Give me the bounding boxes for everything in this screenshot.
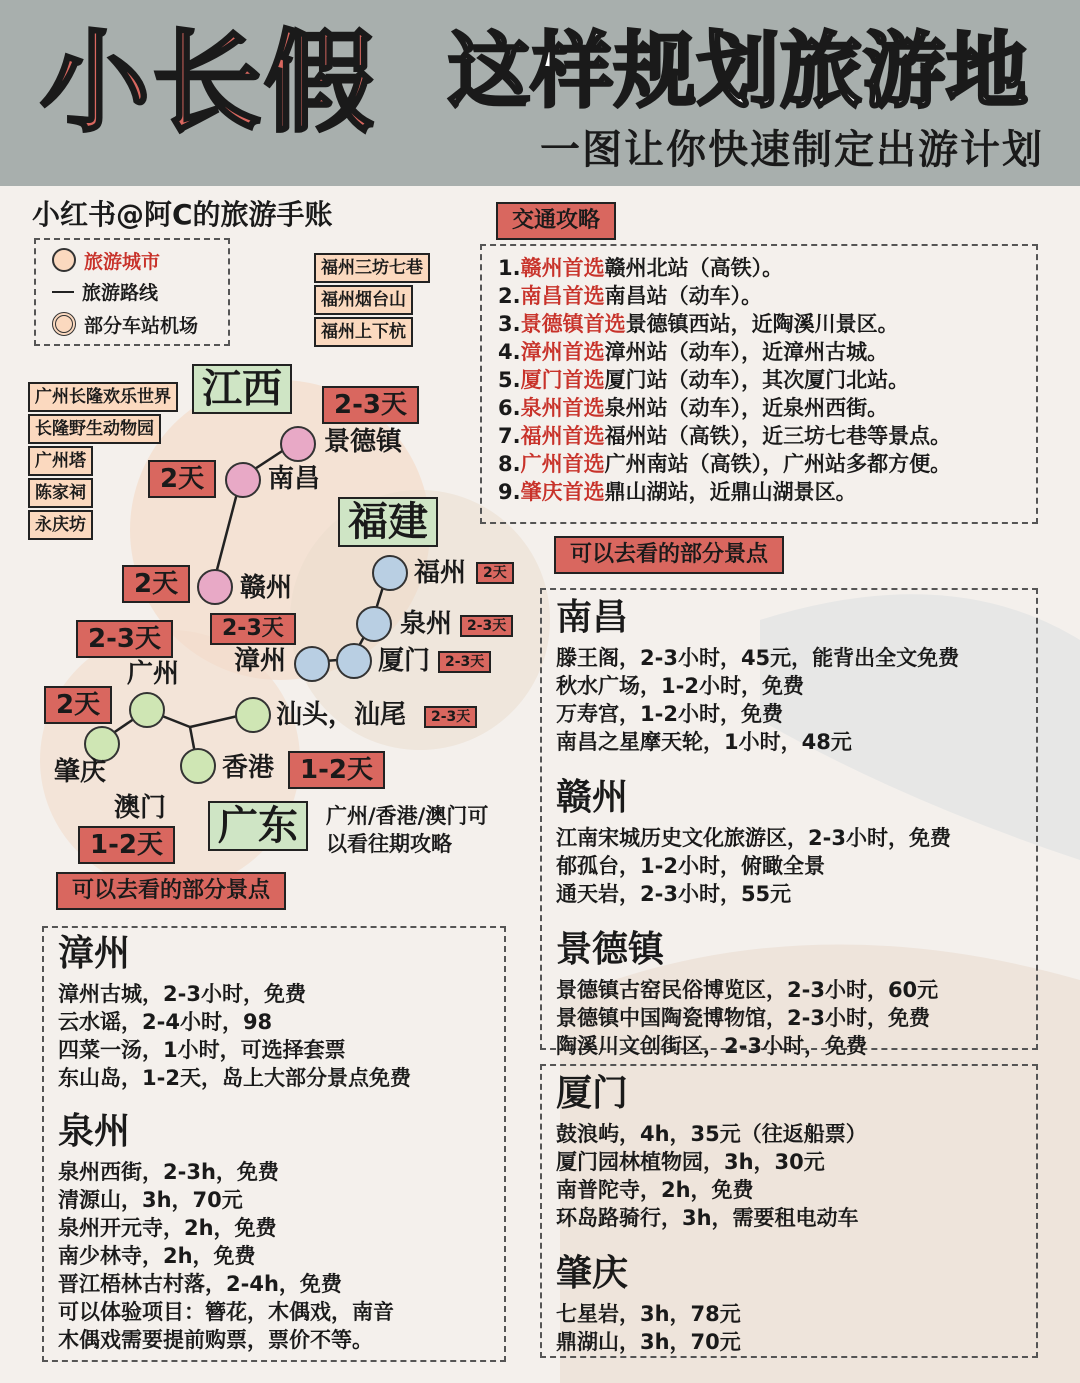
spots-city-heading: 南昌 — [556, 597, 629, 638]
city-nanchang: 南昌 — [268, 464, 321, 494]
transport-num: 1. — [498, 256, 521, 280]
spot-item: 滕王阁，2-3小时，45元，能背出全文免费 — [556, 646, 960, 670]
node-nanchang — [225, 462, 261, 498]
transport-label: 交通攻略 — [496, 202, 616, 240]
spot-item: 泉州开元寺，2h，免费 — [58, 1216, 277, 1240]
spots-city-heading: 泉州 — [58, 1111, 131, 1152]
transport-text: 鼎山湖站，近鼎山湖景区。 — [604, 480, 857, 504]
transport-highlight: 景德镇首选 — [520, 312, 626, 336]
transport-text: 福州站（高铁），近三坊七巷等景点。 — [604, 424, 952, 448]
transport-item — [498, 338, 888, 366]
spot-item: 鼎湖山，3h，70元 — [556, 1330, 741, 1354]
transport-item — [498, 310, 899, 338]
spot-item: 七星岩，3h，78元 — [556, 1302, 741, 1326]
city-shantou: 汕头，汕尾 — [276, 700, 407, 730]
node-jingdezhen — [280, 426, 316, 462]
spot-item: 南昌之星摩天轮，1小时，48元 — [556, 730, 852, 754]
transport-highlight: 肇庆首选 — [520, 480, 605, 504]
spots-city-heading: 漳州 — [58, 933, 131, 974]
spot-item: 郁孤台，1-2小时，俯瞰全景 — [556, 854, 825, 878]
spot-item: 陶溪川文创街区，2-3小时，免费 — [556, 1034, 867, 1058]
transport-num: 6. — [498, 396, 521, 420]
transport-item — [498, 450, 951, 478]
province-guangdong: 广东 — [208, 801, 308, 851]
spots-label-right: 可以去看的部分景点 — [554, 536, 784, 574]
transport-item — [498, 422, 951, 450]
duration-quanzhou: 2-3天 — [460, 615, 513, 637]
node-guangzhou — [129, 692, 165, 728]
spots-box-left — [42, 926, 506, 1362]
spot-item: 清源山，3h，70元 — [58, 1188, 243, 1212]
city-fuzhou: 福州 — [414, 558, 467, 588]
spots-label-left: 可以去看的部分景点 — [56, 872, 286, 910]
duration-hongkong: 1-2天 — [288, 751, 385, 789]
transport-item — [498, 394, 888, 422]
node-fuzhou — [372, 555, 408, 591]
guangzhou-tag: 广州长隆欢乐世界 — [28, 382, 178, 412]
guangdong-note: 广州/香港/澳门可 — [326, 804, 489, 828]
spot-item: 通天岩，2-3小时，55元 — [556, 882, 792, 906]
spot-item: 万寿宫，1-2小时，免费 — [556, 702, 783, 726]
guangzhou-tag: 永庆坊 — [28, 510, 93, 540]
city-jingdezhen: 景德镇 — [324, 427, 403, 457]
transport-text: 厦门站（动车），其次厦门北站。 — [604, 368, 910, 392]
duration-nanchang: 2天 — [148, 460, 216, 498]
node-xiamen — [336, 643, 372, 679]
node-hongkong — [180, 748, 216, 784]
transport-num: 8. — [498, 452, 521, 476]
duration-zhangzhou: 2-3天 — [210, 613, 296, 645]
guangzhou-tag: 广州塔 — [28, 446, 93, 476]
spot-item: 东山岛，1-2天，岛上大部分景点免费 — [58, 1066, 411, 1090]
spot-item: 景德镇古窑民俗博览区，2-3小时，60元 — [556, 978, 939, 1002]
duration-ganzhou: 2天 — [122, 565, 190, 603]
transport-text: 南昌站（动车）。 — [604, 284, 763, 308]
city-zhaoqing: 肇庆 — [54, 757, 107, 787]
node-zhangzhou — [294, 646, 330, 682]
spot-item: 晋江梧林古村落，2-4h，免费 — [58, 1272, 342, 1296]
spot-item: 泉州西街，2-3h，免费 — [58, 1160, 279, 1184]
spot-item: 江南宋城历史文化旅游区，2-3小时，免费 — [556, 826, 951, 850]
transport-item — [498, 254, 783, 282]
transport-box — [480, 244, 1038, 524]
transport-highlight: 厦门首选 — [520, 368, 605, 392]
node-quanzhou — [356, 606, 392, 642]
node-shantou — [235, 697, 271, 733]
city-macau: 澳门 — [114, 793, 167, 823]
spots-city-heading: 赣州 — [556, 777, 629, 818]
transport-highlight: 广州首选 — [520, 452, 605, 476]
duration-shantou: 2-3天 — [424, 706, 477, 728]
transport-item — [498, 478, 857, 506]
spot-item: 南少林寺，2h，免费 — [58, 1244, 256, 1268]
transport-item — [498, 282, 762, 310]
city-xiamen: 厦门 — [378, 646, 431, 676]
legend-route: 旅游路线 — [52, 280, 158, 306]
duration-macau: 1-2天 — [78, 826, 175, 864]
spot-item: 可以体验项目：簪花，木偶戏，南音 — [58, 1300, 394, 1324]
transport-num: 2. — [498, 284, 521, 308]
transport-highlight: 漳州首选 — [520, 340, 605, 364]
guangzhou-tag: 长隆野生动物园 — [28, 414, 161, 444]
spot-item: 景德镇中国陶瓷博物馆，2-3小时，免费 — [556, 1006, 930, 1030]
spots-box-right-1 — [540, 588, 1038, 1058]
spots-city-heading: 景德镇 — [556, 929, 665, 970]
legend-station: 部分车站机场 — [52, 312, 198, 339]
city-guangzhou: 广州 — [127, 659, 180, 689]
province-fujian: 福建 — [338, 497, 438, 547]
spot-item: 厦门园林植物园，3h，30元 — [556, 1150, 825, 1174]
transport-num: 4. — [498, 340, 521, 364]
duration-guangzhou: 2-3天 — [76, 620, 173, 658]
spot-item: 秋水广场，1-2小时，免费 — [556, 674, 804, 698]
province-jiangxi: 江西 — [192, 364, 292, 414]
transport-highlight: 赣州首选 — [520, 256, 605, 280]
spot-item: 鼓浪屿，4h，35元（往返船票） — [556, 1122, 867, 1146]
transport-highlight: 泉州首选 — [520, 396, 605, 420]
author-credit: 小红书@阿C的旅游手账 — [32, 198, 333, 231]
transport-text: 漳州站（动车），近漳州古城。 — [604, 340, 889, 364]
transport-num: 5. — [498, 368, 521, 392]
spots-city-heading: 厦门 — [556, 1073, 629, 1114]
transport-num: 9. — [498, 480, 521, 504]
duration-zhaoqing: 2天 — [44, 686, 112, 724]
spot-item: 木偶戏需要提前购票，票价不等。 — [58, 1328, 373, 1352]
duration-jingdezhen: 2-3天 — [322, 386, 419, 424]
sub-title: 这样规划旅游地 — [448, 24, 1030, 119]
transport-num: 7. — [498, 424, 521, 448]
spots-city-heading: 肇庆 — [556, 1253, 629, 1294]
city-zhangzhou: 漳州 — [234, 646, 287, 676]
duration-xiamen: 2-3天 — [438, 651, 491, 673]
guangzhou-tag: 陈家祠 — [28, 478, 93, 508]
duration-fuzhou: 2天 — [476, 562, 514, 584]
spot-item: 四菜一汤，1小时，可选择套票 — [58, 1038, 346, 1062]
guangdong-note: 以看往期攻略 — [326, 832, 452, 856]
main-title: 小长假 — [40, 19, 376, 147]
spot-item: 云水谣，2-4小时，98 — [58, 1010, 273, 1034]
spots-box-right-2 — [540, 1064, 1038, 1358]
transport-highlight: 南昌首选 — [520, 284, 605, 308]
transport-num: 3. — [498, 312, 521, 336]
fuzhou-tag: 福州烟台山 — [314, 285, 413, 315]
fuzhou-tag: 福州三坊七巷 — [314, 253, 430, 283]
city-quanzhou: 泉州 — [400, 609, 453, 639]
city-ganzhou: 赣州 — [240, 573, 293, 603]
spot-item: 环岛路骑行，3h，需要租电动车 — [556, 1206, 859, 1230]
spot-item: 漳州古城，2-3小时，免费 — [58, 982, 306, 1006]
transport-highlight: 福州首选 — [520, 424, 605, 448]
transport-text: 广州南站（高铁），广州站多都方便。 — [604, 452, 952, 476]
node-ganzhou — [197, 569, 233, 605]
transport-text: 泉州站（动车），近泉州西街。 — [604, 396, 889, 420]
tagline: 一图让你快速制定出游计划 — [540, 127, 1044, 173]
transport-text: 赣州北站（高铁）。 — [604, 256, 784, 280]
fuzhou-tag: 福州上下杭 — [314, 317, 413, 347]
transport-item — [498, 366, 909, 394]
legend-city: 旅游城市 — [52, 248, 160, 275]
spot-item: 南普陀寺，2h，免费 — [556, 1178, 754, 1202]
transport-text: 景德镇西站，近陶溪川景区。 — [625, 312, 899, 336]
city-hongkong: 香港 — [222, 753, 275, 783]
